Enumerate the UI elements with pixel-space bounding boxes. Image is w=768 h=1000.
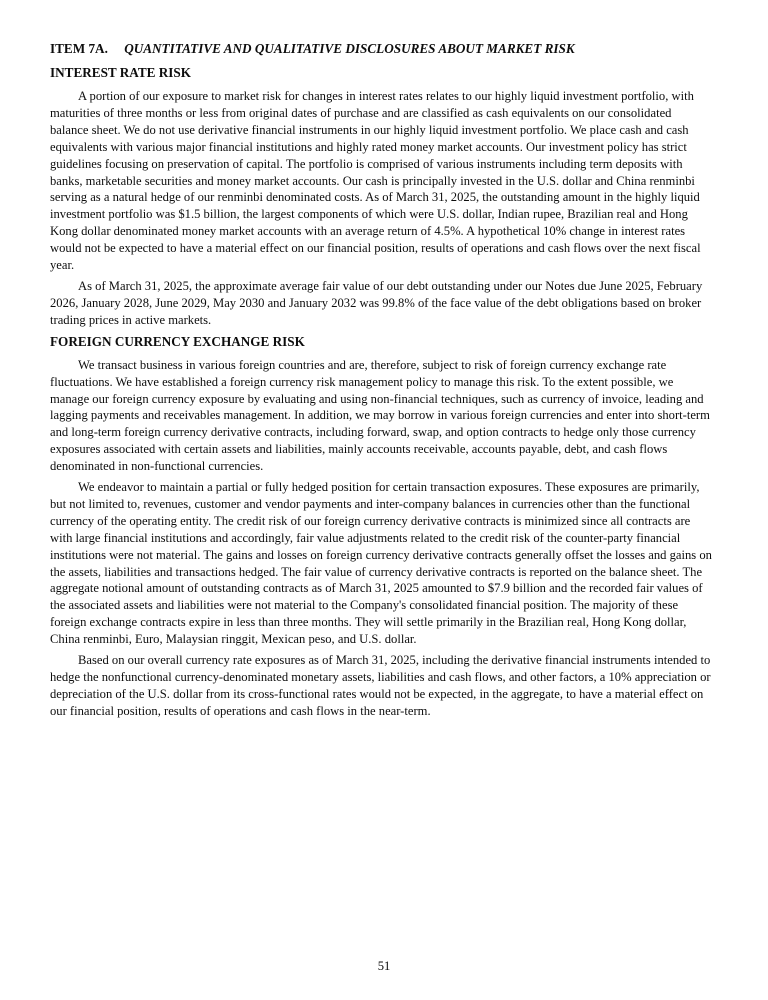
paragraph-interest-rate-risk-2: As of March 31, 2025, the approximate average fair value of our debt outstanding under our Notes due June 2025, February 2026, January 2028, June 2029, May 2030 and January 2032 was 99.8% of the face value of the debt obligations based on broker trading prices in active markets.: [50, 278, 703, 327]
paragraph-foreign-currency-2: We endeavor to maintain a partial or fully hedged position for certain transaction exposures. These exposures are primarily, but not limited to, revenues, customer and vendor payments and inter-company balances in currencies other than the functional currency of the operating entity. The credit risk of our foreign currency derivative contracts is minimized since all contracts are with large financial institutions and accordingly, fair value adjustments related to the credit risk of the counter-party financial institutions were not material. The gains and losses on foreign currency derivative contracts generally offset the losses and gains on the assets, liabilities and transactions hedged. The fair value of currency derivative contracts is reported on the balance sheet. The aggregate notional amount of outstanding contracts as of March 31, 2025 amounted to $7.9 billion and the recorded fair values of the associated assets and liabilities were not material to the Company's consolidated financial position. The majority of these foreign exchange contracts expire in less than three months. They will settle primarily in the Brazilian real, Hong Kong dollar, China renminbi, Euro, Malaysian ringgit, Mexican peso, and U.S. dollar.: [50, 480, 712, 647]
paragraph-foreign-currency-3: Based on our overall currency rate exposures as of March 31, 2025, including the derivative financial instruments intended to hedge the nonfunctional currency-denominated monetary assets, liabilities and cash flows, and other factors, a 10% appreciation or depreciation of the U.S. dollar from its cross-functional rates would not be expected, in the aggregate, to have a material effect on our financial position, results of operations and cash flows in the near-term.: [50, 653, 711, 718]
item-number-label: ITEM 7A.: [50, 41, 108, 56]
paragraph-interest-rate-risk-1: A portion of our exposure to market risk for changes in interest rates relates to our highly liquid investment portfolio, with maturities of three months or less from original dates of purchase and are classified as cash equivalents on our consolidated balance sheet. We do not use derivative financial instruments in our highly liquid investment portfolio. We place cash and cash equivalents with various major financial institutions and highly rated money market accounts. Our investment policy has strict guidelines focusing on preservation of capital. The portfolio is comprised of various instruments including term deposits with banks, marketable securities and money market accounts. Our cash is principally invested in the U.S. dollar and China renminbi serving as a natural hedge of our renminbi denominated costs. As of March 31, 2025, the outstanding amount in the highly liquid investment portfolio was $1.5 billion, the largest components of which were U.S. dollar, Indian rupee, Brazilian real and Hong Kong dollar denominated money market accounts with an average return of 4.5%. A hypothetical 10% change in interest rates would not be expected to have a material effect on our financial position, results of operations and cash flows over the next fiscal year.: [50, 89, 701, 273]
section-heading-interest-rate-risk: INTEREST RATE RISK: [50, 65, 191, 80]
item-heading: [50, 40, 712, 57]
item-title: QUANTITATIVE AND QUALITATIVE DISCLOSURES ABOUT MARKET RISK: [124, 41, 575, 56]
section-heading-foreign-currency-exchange-risk: FOREIGN CURRENCY EXCHANGE RISK: [50, 333, 305, 349]
document-content: [50, 40, 712, 724]
paragraph-foreign-currency-1: We transact business in various foreign countries and are, therefore, subject to risk of foreign currency exchange rate fluctuations. We have established a foreign currency risk management policy to manage this risk. To the extent possible, we manage our foreign currency exposure by evaluating and using non-financial techniques, such as currency of invoice, leading and lagging payments and receivables management. In addition, we may borrow in various foreign currencies and enter into short-term and long-term foreign currency derivative contracts, including forward, swap, and option contracts to hedge only those currency exposures associated with certain assets and liabilities, mainly accounts receivable, accounts payable, debt, and cash flows denominated in non-functional currencies.: [50, 357, 710, 474]
page-number: 51: [377, 959, 391, 973]
